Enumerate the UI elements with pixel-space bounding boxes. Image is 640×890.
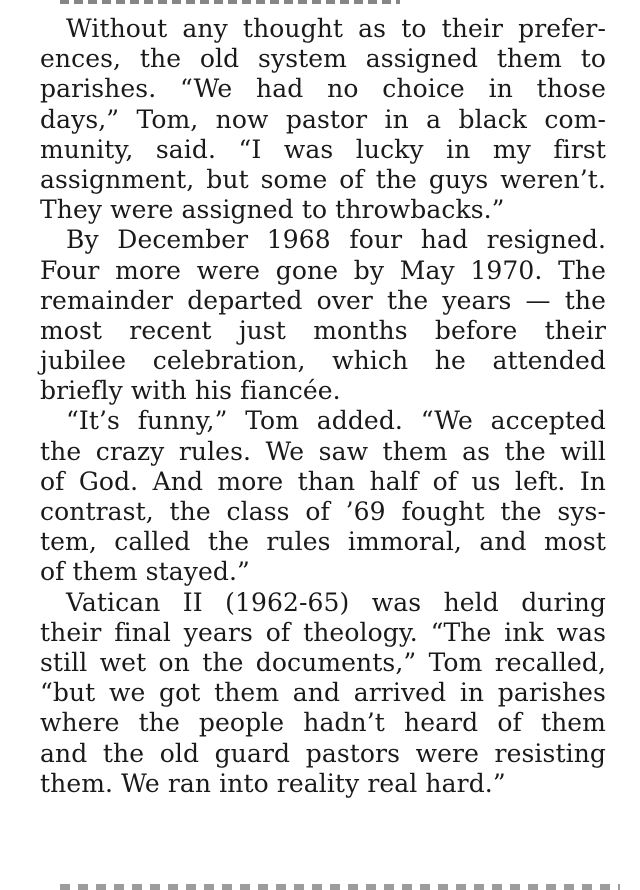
article-column	[40, 14, 606, 799]
paragraph-1-line-6: assignment, but some of the guys weren’t.	[40, 164, 606, 194]
paragraph-2-line-4: most recent just months before their	[40, 315, 606, 345]
paragraph-1-line-3: parishes. “We had no choice in those	[40, 74, 606, 104]
paragraph-3-line-5: tem, called the rules immoral, and most	[40, 527, 606, 557]
paragraph-2-line-3: remainder departed over the years — the	[40, 285, 606, 315]
paragraph-3-line-2: the crazy rules. We saw them as the will	[40, 436, 606, 466]
paragraph-3-line-6: of them stayed.”	[40, 557, 250, 587]
paragraph-1-line-1: Without any thought as to their prefer-	[66, 14, 606, 43]
paragraph-2-line-1: By December 1968 four had resigned.	[66, 225, 606, 255]
paragraph-4-line-4: “but we got them and arrived in parishes	[40, 678, 606, 708]
paragraph-4-line-7: them. We ran into reality real hard.”	[40, 768, 506, 798]
paragraph-3-line-4: contrast, the class of ’69 fought the sys-	[40, 497, 606, 526]
paragraph-4-line-2: their final years of theology. “The ink was	[40, 617, 606, 647]
paragraph-4-line-3: still wet on the documents,” Tom recalled,	[40, 647, 606, 677]
cut-off-text-top	[60, 0, 400, 4]
paragraph-4-line-6: and the old guard pastors were resisting	[40, 738, 606, 768]
paragraph-3-line-1: “It’s funny,” Tom added. “We accepted	[66, 406, 606, 436]
paragraph-1-line-4: days,” Tom, now pastor in a black com-	[40, 104, 606, 134]
paragraph-4-line-1: Vatican II (1962-65) was held during	[66, 587, 606, 617]
paragraph-1-line-7: They were assigned to throwbacks.”	[40, 195, 505, 225]
paragraph-2-line-6: briefly with his fiancée.	[40, 376, 341, 406]
paragraph-3-line-3: of God. And more than half of us left. In	[40, 466, 606, 496]
paragraph-1-line-2: ences, the old system assigned them to	[40, 44, 606, 74]
paragraph-4-line-5: where the people hadn’t heard of them	[40, 708, 606, 738]
paragraph-2-line-2: Four more were gone by May 1970. The	[40, 255, 606, 285]
cut-off-text-bottom	[60, 884, 620, 890]
paragraph-2-line-5: jubilee celebration, which he attended	[40, 346, 606, 376]
paragraph-1-line-5: munity, said. “I was lucky in my first	[40, 134, 606, 164]
